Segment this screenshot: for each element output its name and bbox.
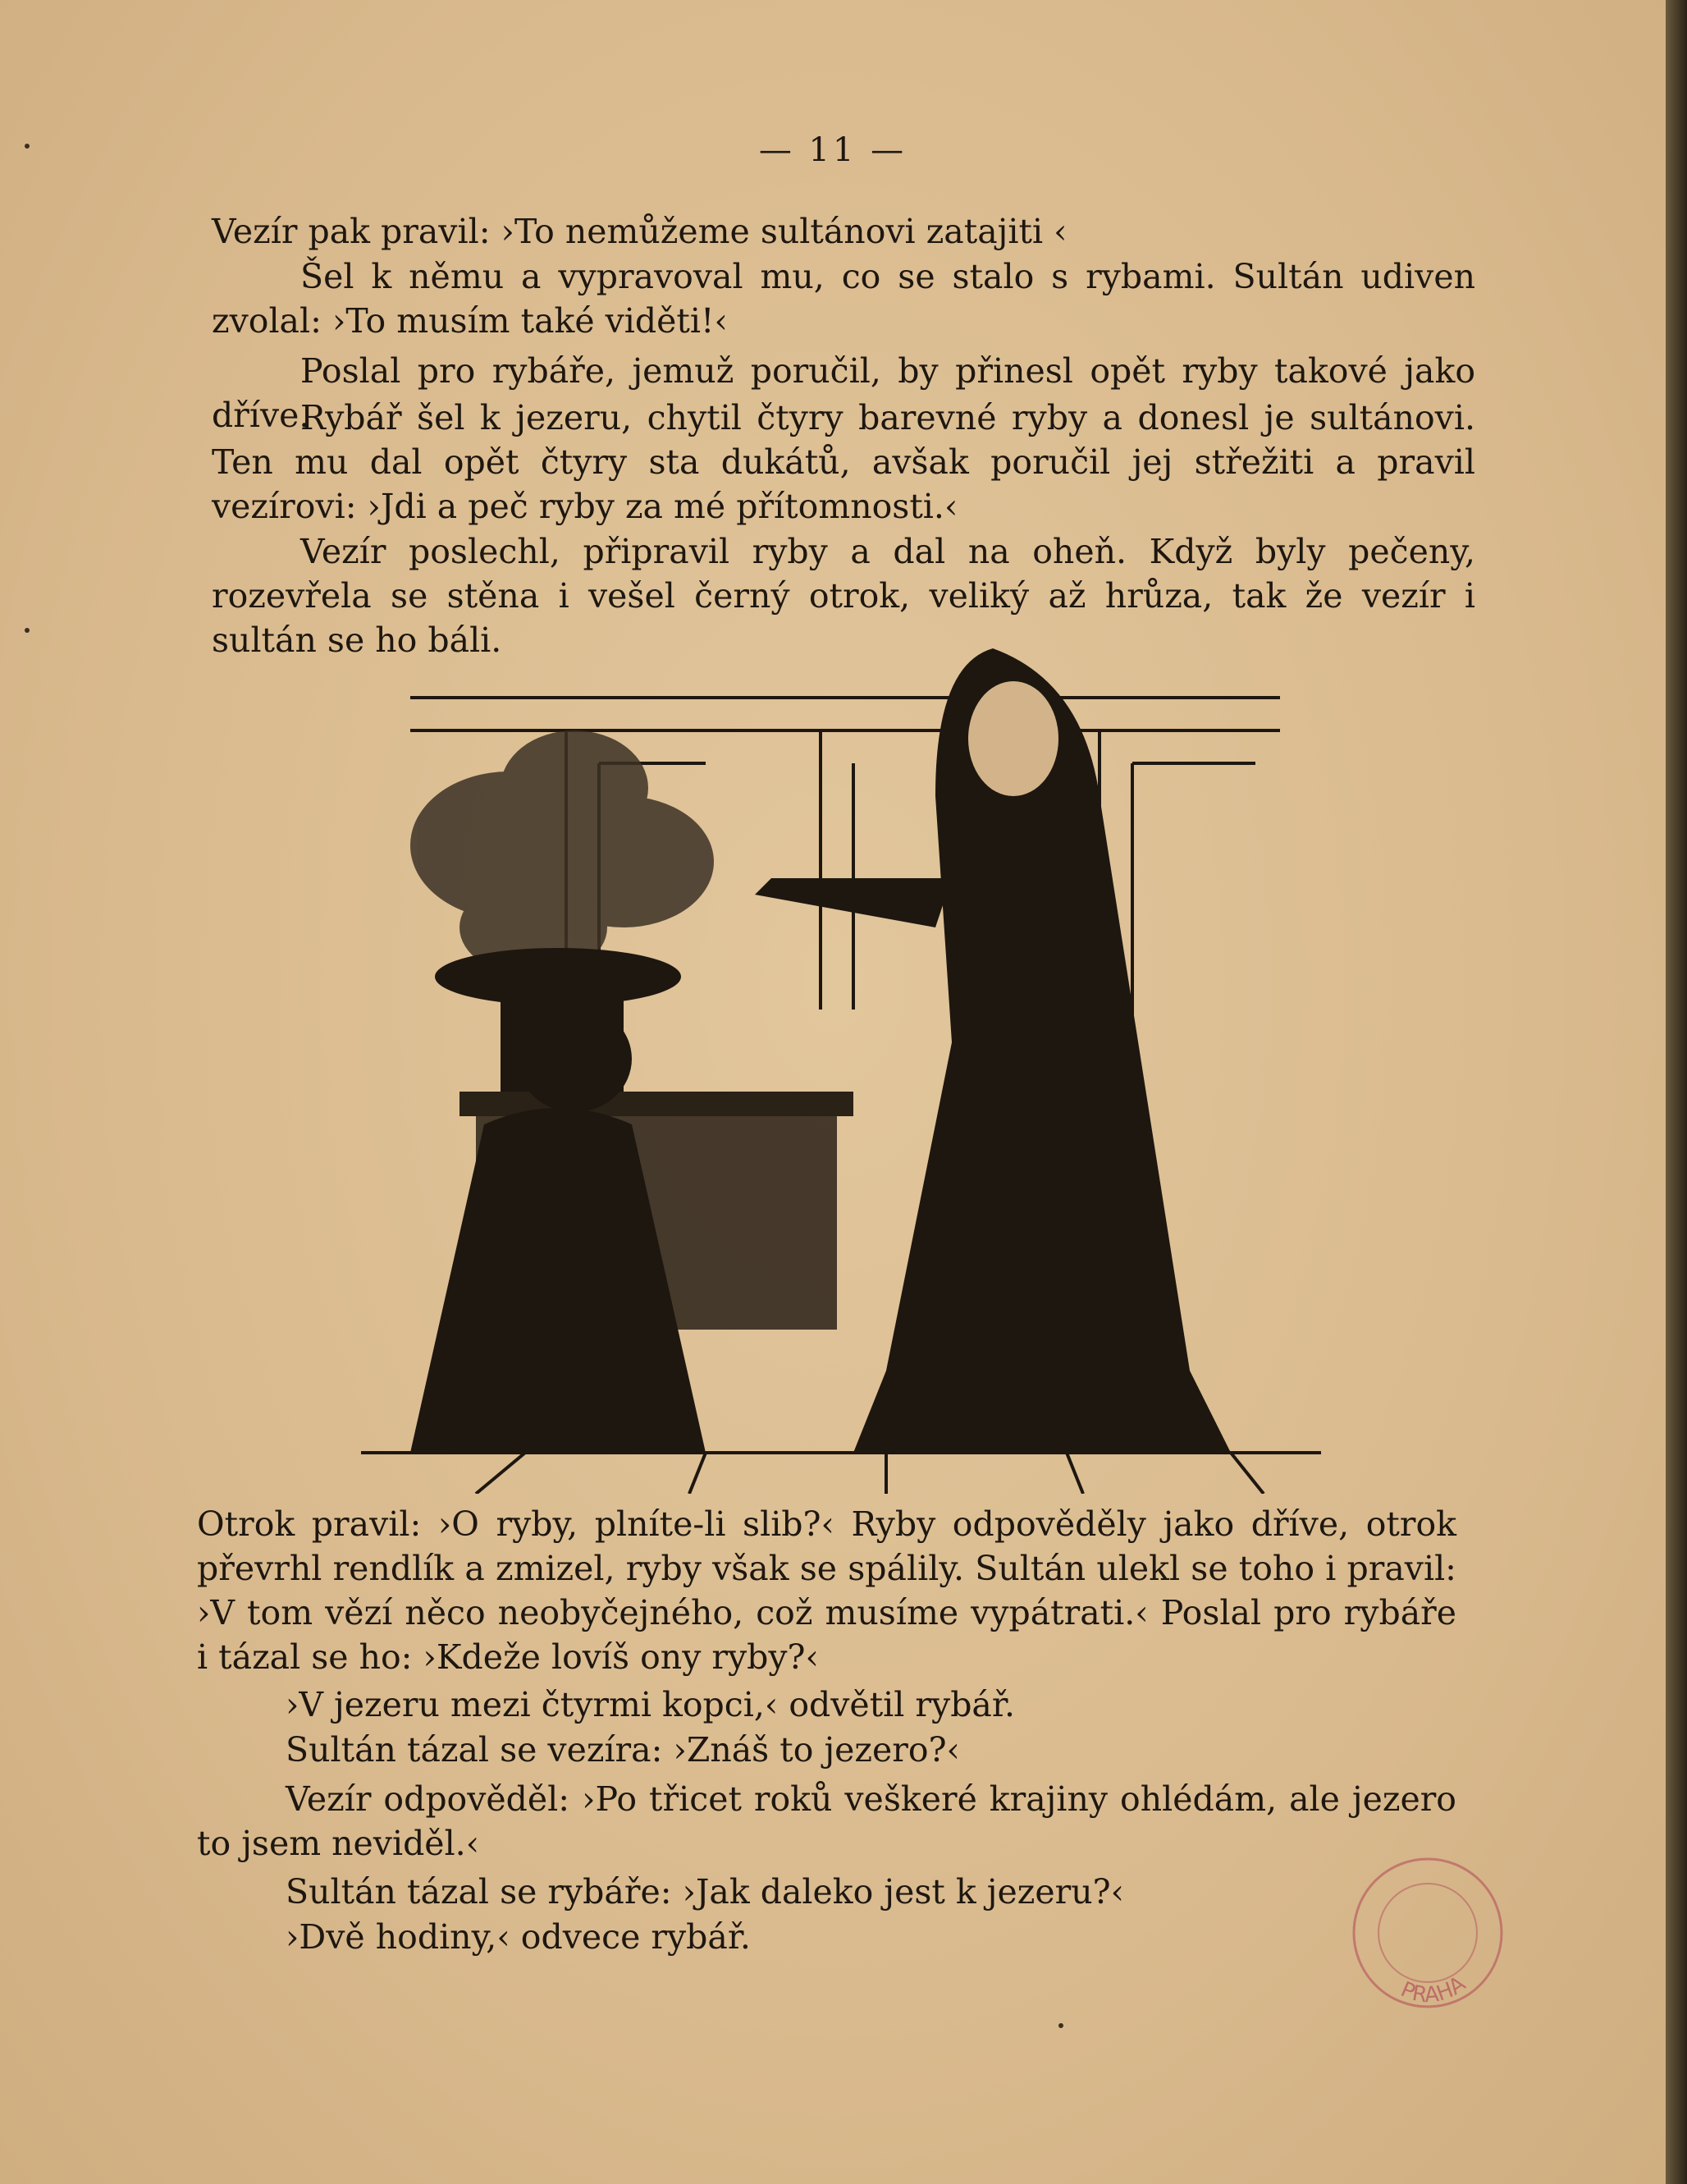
library-stamp bbox=[1346, 1851, 1510, 2015]
paragraph-4: Rybář šel k jezeru, chytil čtyry barevné ryby a donesl je sultánovi. Ten mu dal opět čtyry sta dukátů, avšak poručil jej střežiti a pravil vezírovi: ›Jdi a peč ryby za mé přítomnosti.‹ bbox=[212, 398, 1475, 526]
book-edge bbox=[1666, 0, 1687, 2184]
paragraph-11: ›Dvě hodiny,‹ odvece rybář. bbox=[286, 1917, 751, 1957]
margin-mark bbox=[25, 628, 30, 633]
paragraph-3: Poslal pro rybáře, jemuž poručil, by přinesl opět ryby takové jako dříve. bbox=[212, 351, 1475, 435]
paragraph-6: Otrok pravil: ›O ryby, plníte-li slib?‹ Ryby odpověděly jako dříve, otrok převrhl rendlík a zmizel, ryby však se spálily. Sultán ulekl se toho i pravil: ›V tom vězí něco neobyčejného, což musíme vypátrati.‹ Poslal pro rybáře i tázal se ho: ›Kdeže lovíš ony ryby?‹ bbox=[197, 1504, 1456, 1677]
page-number: — 11 — bbox=[758, 131, 908, 169]
paragraph-7: ›V jezeru mezi čtyrmi kopci,‹ odvětil rybář. bbox=[286, 1685, 1016, 1724]
margin-mark bbox=[1058, 2023, 1063, 2028]
margin-mark bbox=[25, 144, 30, 149]
paragraph-10: Sultán tázal se rybáře: ›Jak daleko jest k jezeru?‹ bbox=[286, 1872, 1124, 1912]
paragraph-1: Vezír pak pravil: ›To nemůžeme sultánovi zatajiti ‹ bbox=[212, 212, 1068, 251]
smoke-clouds bbox=[410, 730, 714, 977]
engraving-illustration bbox=[361, 632, 1321, 1494]
floor-lines bbox=[361, 1453, 1321, 1494]
paragraph-2: Šel k němu a vypravoval mu, co se stalo s rybami. Sultán udiven zvolal: ›To musím také viděti!‹ bbox=[212, 257, 1475, 341]
paragraph-5: Vezír poslechl, připravil ryby a dal na oheň. Když byly pečeny, rozevřela se stěna i vešel černý otrok, veliký až hrůza, tak že vezír i sultán se ho báli. bbox=[212, 532, 1475, 660]
standing-woman bbox=[755, 648, 1231, 1453]
stamp-text: PRAHA bbox=[1397, 1971, 1470, 2008]
paragraph-8: Sultán tázal se vezíra: ›Znáš to jezero?‹ bbox=[286, 1730, 960, 1770]
paragraph-9: Vezír odpověděl: ›Po třicet roků veškeré krajiny ohlédám, ale jezero to jsem neviděl.‹ bbox=[197, 1779, 1456, 1863]
